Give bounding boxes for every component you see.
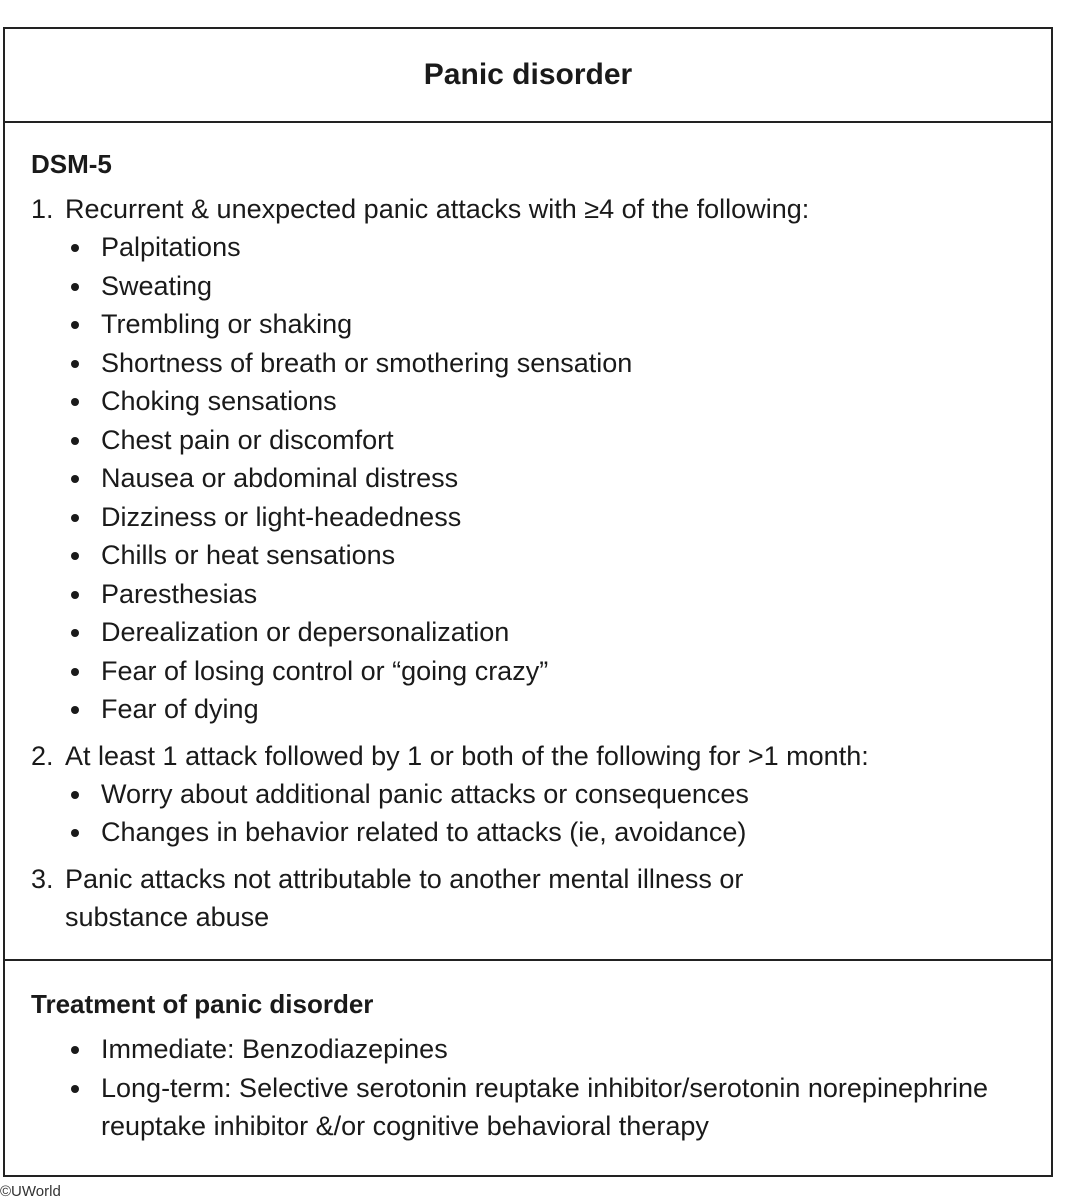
list-item-text: Immediate: Benzodiazepines xyxy=(101,1034,448,1064)
list-item-text: Palpitations xyxy=(101,232,241,262)
bullet-icon xyxy=(67,305,101,344)
criterion-number: 2. xyxy=(31,740,54,771)
list-item-text: Derealization or depersonalization xyxy=(101,617,510,647)
list-item-text: Sweating xyxy=(101,270,213,301)
list-item-text: Chills or heat sensations xyxy=(101,540,396,570)
list-item xyxy=(67,813,1051,852)
list-item-text: Fear of dying xyxy=(101,694,259,724)
criterion-text: Recurrent & unexpected panic attacks with ≥4 of the following: xyxy=(65,194,810,224)
bullet-icon xyxy=(67,813,101,852)
list-item-text: Fear of losing control or “going crazy” xyxy=(101,655,549,686)
treatment-list xyxy=(31,1030,1051,1146)
bullet-icon xyxy=(67,1069,101,1146)
list-item xyxy=(67,1069,1017,1146)
dsm5-section xyxy=(5,123,1051,961)
list-item xyxy=(67,267,1051,306)
criterion-number: 3. xyxy=(31,863,54,894)
bullet-icon xyxy=(67,459,101,498)
list-item xyxy=(67,382,1051,421)
list-item xyxy=(67,613,1051,652)
bullet-icon xyxy=(67,690,101,729)
list-item xyxy=(67,690,1051,729)
treatment-heading: Treatment of panic disorder xyxy=(31,989,374,1019)
list-item xyxy=(67,344,1051,383)
bullet-icon xyxy=(67,498,101,537)
list-item xyxy=(67,775,1051,814)
table-title: Panic disorder xyxy=(5,29,1051,123)
list-item-text: Shortness of breath or smothering sensation xyxy=(101,347,633,378)
criterion-number: 1. xyxy=(31,194,54,224)
symptom-list xyxy=(31,228,1051,729)
list-item xyxy=(67,421,1051,460)
list-item xyxy=(67,228,1051,267)
list-item xyxy=(67,1030,1017,1069)
bullet-icon xyxy=(67,775,101,814)
copyright: ©UWorld xyxy=(0,1183,61,1200)
bullet-icon xyxy=(67,1030,101,1069)
list-item-text: Nausea or abdominal distress xyxy=(101,463,459,493)
bullet-icon xyxy=(67,613,101,652)
list-item xyxy=(67,459,1051,498)
list-item-text: Dizziness or light-headedness xyxy=(101,501,462,532)
treatment-section xyxy=(5,961,1051,1146)
list-item-text: Worry about additional panic attacks or consequences xyxy=(101,778,749,809)
symptom-list xyxy=(31,775,1051,852)
criterion-text: At least 1 attack followed by 1 or both of the following for >1 month: xyxy=(65,740,869,771)
list-item xyxy=(67,498,1051,537)
bullet-icon xyxy=(67,652,101,691)
criterion xyxy=(31,737,1051,775)
criteria-list xyxy=(31,190,1051,936)
bullet-icon xyxy=(67,575,101,614)
bullet-icon xyxy=(67,536,101,575)
list-item-text: Choking sensations xyxy=(101,386,337,416)
criterion xyxy=(31,860,1051,936)
list-item xyxy=(67,305,1051,344)
bullet-icon xyxy=(67,421,101,460)
list-item-text: Trembling or shaking xyxy=(101,309,353,339)
bullet-icon xyxy=(67,228,101,267)
list-item xyxy=(67,652,1051,691)
list-item-text: Changes in behavior related to attacks (ie, avoidance) xyxy=(101,817,747,847)
list-item xyxy=(67,575,1051,614)
dsm5-heading: DSM-5 xyxy=(31,149,112,179)
criterion xyxy=(31,190,1051,228)
list-item-text: Chest pain or discomfort xyxy=(101,424,394,455)
panic-disorder-table xyxy=(3,27,1053,1177)
bullet-icon xyxy=(67,382,101,421)
bullet-icon xyxy=(67,267,101,306)
list-item xyxy=(67,536,1051,575)
bullet-icon xyxy=(67,344,101,383)
list-item-text: Paresthesias xyxy=(101,578,258,609)
criterion-text: Panic attacks not attributable to another mental illness or substance abuse xyxy=(65,863,744,932)
list-item-text: Long-term: Selective serotonin reuptake inhibitor/serotonin norepinephrine reuptake inhibitor &/or cognitive behavioral therapy xyxy=(101,1072,989,1141)
